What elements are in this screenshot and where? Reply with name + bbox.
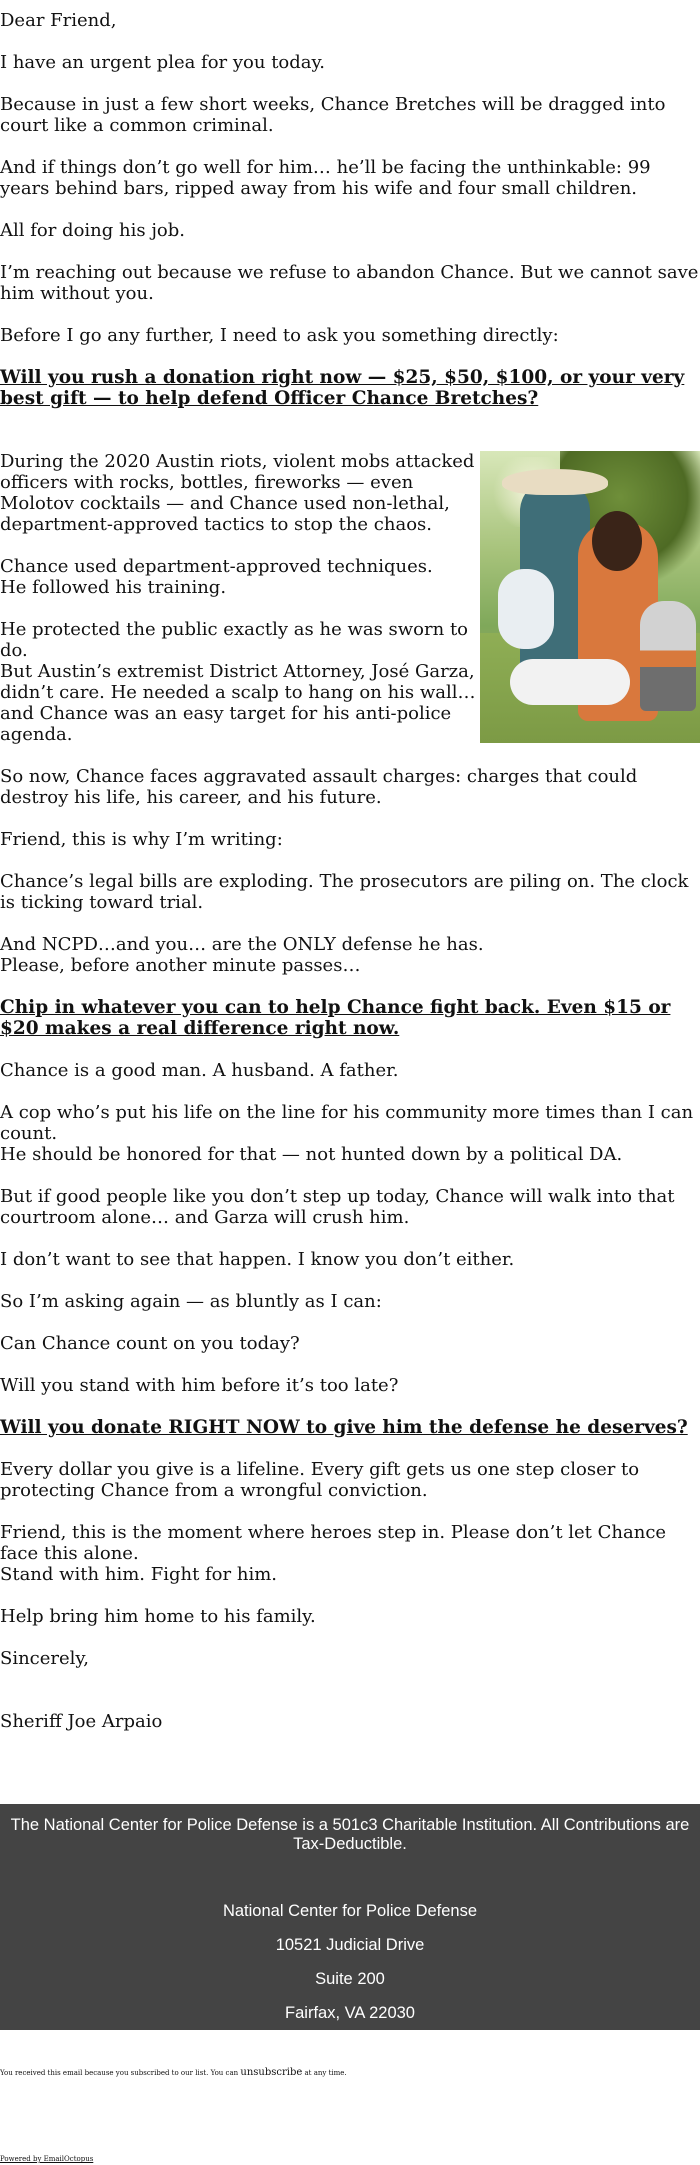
address-street: 10521 Judicial Drive <box>275 1936 425 1954</box>
paragraph: Before I go any further, I need to ask you something directly: <box>0 325 559 346</box>
paragraph: But if good people like you don’t step up today, Chance will walk into that courtroom alone… and Garza will crush him. <box>0 1186 675 1228</box>
greeting: Dear Friend, <box>0 10 117 31</box>
signature: Sheriff Joe Arpaio <box>0 1711 163 1732</box>
paragraph-line: Stand with him. Fight for him. <box>0 1564 277 1585</box>
paragraph: I have an urgent plea for you today. <box>0 52 326 73</box>
unsubscribe-link[interactable]: unsubscribe <box>240 2067 303 2078</box>
paragraph-line: A cop who’s put his life on the line for his community more times than I can count. <box>0 1102 694 1144</box>
paragraph: Every dollar you give is a lifeline. Every gift gets us one step closer to protecting Chance from a wrongful conviction. <box>0 1459 640 1501</box>
paragraph: Will you stand with him before it’s too late? <box>0 1375 399 1396</box>
paragraph: All for doing his job. <box>0 220 185 241</box>
subscription-text: You received this email because you subscribed to our list. You can <box>0 2069 239 2077</box>
paragraph: So I’m asking again — as bluntly as I can: <box>0 1291 382 1312</box>
paragraph: I’m reaching out because we refuse to abandon Chance. But we cannot save him without you. <box>0 262 699 304</box>
paragraph-line: He should be honored for that — not hunted down by a political DA. <box>0 1144 623 1165</box>
paragraph <box>0 1102 700 1165</box>
paragraph-line: Please, before another minute passes… <box>0 955 361 976</box>
paragraph: And if things don’t go well for him… he’ll be facing the unthinkable: 99 years behind bars, ripped away from his wife and four small children. <box>0 157 651 199</box>
paragraph: Help bring him home to his family. <box>0 1606 316 1627</box>
paragraph-line: Friend, this is the moment where heroes step in. Please don’t let Chance face this alone. <box>0 1522 667 1564</box>
paragraph <box>0 934 700 976</box>
paragraph: Because in just a few short weeks, Chance Bretches will be dragged into court like a common criminal. <box>0 94 666 136</box>
paragraph: Chance is a good man. A husband. A father. <box>0 1060 399 1081</box>
paragraph-line: He protected the public exactly as he was sworn to do. <box>0 619 469 661</box>
subscription-text-after: at any time. <box>304 2069 347 2077</box>
powered-by-link[interactable]: Powered by EmailOctopus <box>0 2155 94 2163</box>
subscription-notice <box>0 2068 700 2078</box>
paragraph-line: Chance used department-approved techniques. <box>0 556 433 577</box>
paragraph-line: But Austin’s extremist District Attorney, José Garza, didn’t care. He needed a scalp to hang on his wall… and Chance was an easy target for his anti-police agenda. <box>0 661 476 745</box>
footer-box <box>0 1804 700 2030</box>
tax-deductible-notice: The National Center for Police Defense is a 501c3 Charitable Institution. All Contributions are Tax-Deductible. <box>10 1816 690 1853</box>
paragraph: Chance’s legal bills are exploding. The prosecutors are piling on. The clock is ticking toward trial. <box>0 871 689 913</box>
address-suite: Suite 200 <box>315 1970 385 1988</box>
closing: Sincerely, <box>0 1648 89 1669</box>
donate-link-primary[interactable]: Will you rush a donation right now — $25, $50, $100, or your very best gift — to help defend Officer Chance Bretches? <box>0 367 685 409</box>
paragraph: Can Chance count on you today? <box>0 1333 300 1354</box>
paragraph: During the 2020 Austin riots, violent mobs attacked officers with rocks, bottles, fireworks — even Molotov cocktails — and Chance used non-lethal, department-approved tactics to stop the chaos. <box>0 451 475 535</box>
paragraph: Friend, this is why I’m writing: <box>0 829 283 850</box>
donate-link-final[interactable]: Will you donate RIGHT NOW to give him the defense he deserves? <box>0 1417 688 1438</box>
paragraph-line: He followed his training. <box>0 577 227 598</box>
address-city: Fairfax, VA 22030 <box>285 2004 415 2022</box>
paragraph: I don’t want to see that happen. I know you don’t either. <box>0 1249 515 1270</box>
family-photo <box>480 451 700 743</box>
paragraph <box>0 1522 700 1585</box>
org-name: National Center for Police Defense <box>222 1902 478 1920</box>
paragraph: So now, Chance faces aggravated assault charges: charges that could destroy his life, his career, and his future. <box>0 766 638 808</box>
paragraph-line: And NCPD…and you… are the ONLY defense he has. <box>0 934 484 955</box>
donate-link-secondary[interactable]: Chip in whatever you can to help Chance fight back. Even $15 or $20 makes a real difference right now. <box>0 997 671 1039</box>
